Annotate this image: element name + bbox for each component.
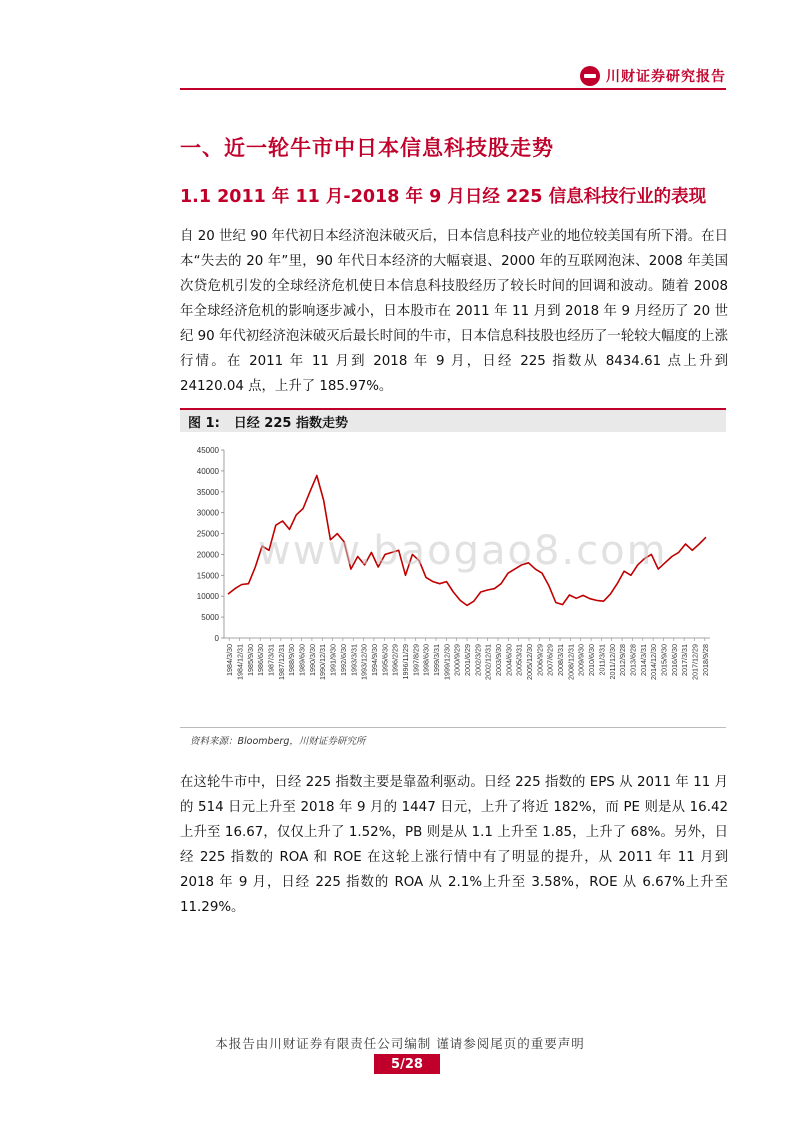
x-tick-label: 2018/9/28 [700,644,710,676]
x-tick-label: 1990/12/31 [318,644,328,680]
x-tick-label: 1985/9/30 [245,644,255,676]
x-tick-label: 2002/12/31 [483,644,493,680]
x-tick-label: 2012/9/28 [618,644,628,676]
figure-number: 图 1: [188,415,220,431]
y-tick-label: 5000 [201,613,219,623]
x-tick-label: 2003/9/30 [494,644,504,676]
x-tick-label: 2010/6/30 [587,644,597,676]
x-tick-label: 2004/6/30 [504,644,514,676]
paragraph-analysis: 在这轮牛市中，日经 225 指数主要是靠盈利驱动。日经 225 指数的 EPS 从 2011 年 11 月的 514 日元上升至 2018 年 9 月的 1447 日元，上升了将近 182%，而 PE 则是从 16.42 上升至 16.67，仅仅上升了 1.52%，PB 则是从 1.1 上升至 1.85，上升了 68%。另外，日经 225 指数的 ROA 和 ROE 在这轮上涨行情中有了明显的提升，从 2011 年 11 月到 2018 年 9 月，日经 225 指数的 ROA 从 2.1%上升至 3.58%，ROE 从 6.67%上升至 11.29%。 [180,775,728,915]
x-tick-label: 2001/6/29 [463,644,472,676]
x-tick-label: 2005/3/31 [514,644,524,676]
x-tick-label: 2011/3/31 [597,644,607,676]
x-tick-label: 1991/9/30 [328,644,338,676]
y-tick-label: 0 [214,634,219,643]
nikkei-chart [180,438,726,728]
x-tick-label: 1996/11/29 [400,644,410,680]
y-tick-label: 15000 [196,571,219,581]
x-tick-label: 2008/12/31 [566,644,576,680]
y-tick-label: 25000 [196,529,219,539]
x-tick-label: 1987/12/31 [276,644,286,680]
x-tick-label: 1999/3/31 [431,644,441,676]
x-tick-label: 2016/6/30 [669,644,679,676]
figure-title-bar [180,408,726,432]
x-tick-label: 2011/12/30 [607,644,617,680]
footer-notice: 本报告由川财证券有限责任公司编制 谨请参阅尾页的重要声明 [215,1036,585,1051]
paragraph-intro: 自 20 世纪 90 年代初日本经济泡沫破灭后，日本信息科技产业的地位较美国有所下滑。在日本“失去的 20 年”里，90 年代日本经济的大幅衰退、2000 年的互联网泡沫、2008 年美国次贷危机引发的全球经济危机使日本信息科技股经历了较长时间的回调和波动。随着 2008 年全球经济危机的影响逐步减小，日本股市在 2011 年 11 月到 2018 年 9 月经历了 20 世纪 90 年代初经济泡沫破灭后最长时间的牛市，日本信息科技股也经历了一轮较大幅度的上涨行情。在 2011 年 11 月到 2018 年 9 月，日经 225 指数从 8434.61 点上升到 24120.04 点，上升了 185.97%。 [180,229,728,394]
x-axis [224,638,710,680]
x-tick-label: 1994/9/30 [369,644,379,676]
watermark: www.baogao8.com [258,528,668,574]
x-tick-label: 1999/12/30 [442,644,452,680]
page-header [180,62,726,90]
x-tick-label: 1996/2/29 [390,644,400,676]
header-divider [180,88,726,90]
x-tick-label: 1997/8/29 [411,644,421,676]
x-tick-label: 2017/12/29 [690,644,700,680]
y-tick-label: 45000 [196,446,219,455]
x-tick-label: 1987/3/31 [266,644,276,676]
brand-logo-icon [580,66,600,86]
x-tick-label: 2007/6/29 [545,644,555,676]
x-tick-label: 1995/6/30 [380,644,390,676]
x-tick-label: 1989/6/30 [297,644,307,676]
x-tick-label: 1993/3/31 [349,644,359,676]
brand-name: 川财证券研究报告 [606,69,726,85]
x-tick-label: 2014/12/30 [649,644,659,680]
figure-title: 日经 225 指数走势 [233,415,348,431]
x-tick-label: 2005/12/30 [525,644,535,680]
y-tick-label: 10000 [196,592,219,602]
figure-divider [180,727,726,728]
section-title: 一、近一轮牛市中日本信息科技股走势 [180,136,554,160]
x-tick-label: 1986/6/30 [256,644,266,676]
x-tick-label: 1984/3/30 [225,644,235,676]
x-tick-label: 1993/12/30 [359,644,369,680]
x-tick-label: 2006/9/29 [535,644,545,676]
y-tick-label: 40000 [196,466,219,476]
x-tick-label: 1992/6/30 [338,644,348,676]
x-tick-label: 2008/3/31 [556,644,566,676]
x-tick-label: 2017/3/31 [680,644,690,676]
x-tick-label: 1984/12/31 [235,644,245,680]
subsection-title: 1.1 2011 年 11 月-2018 年 9 月日经 225 信息科技行业的表现 [180,187,707,207]
y-tick-label: 20000 [196,550,219,560]
page-number: 5/28 [374,1054,440,1074]
x-tick-label: 2015/9/30 [659,644,669,676]
brand [580,66,726,86]
x-tick-label: 1998/6/30 [421,644,431,676]
x-tick-label: 1988/9/30 [287,644,297,676]
y-axis [197,446,224,643]
figure-source: 资料来源：Bloomberg，川财证券研究所 [190,736,366,747]
x-tick-label: 2013/6/28 [628,644,638,676]
y-tick-label: 35000 [196,487,219,497]
x-tick-label: 2009/9/30 [576,644,586,676]
x-tick-label: 1990/3/30 [307,644,317,676]
y-tick-label: 30000 [196,508,219,518]
x-tick-label: 2002/3/29 [473,644,483,676]
x-tick-label: 2014/3/31 [638,644,648,676]
x-tick-label: 2000/9/29 [452,644,462,676]
